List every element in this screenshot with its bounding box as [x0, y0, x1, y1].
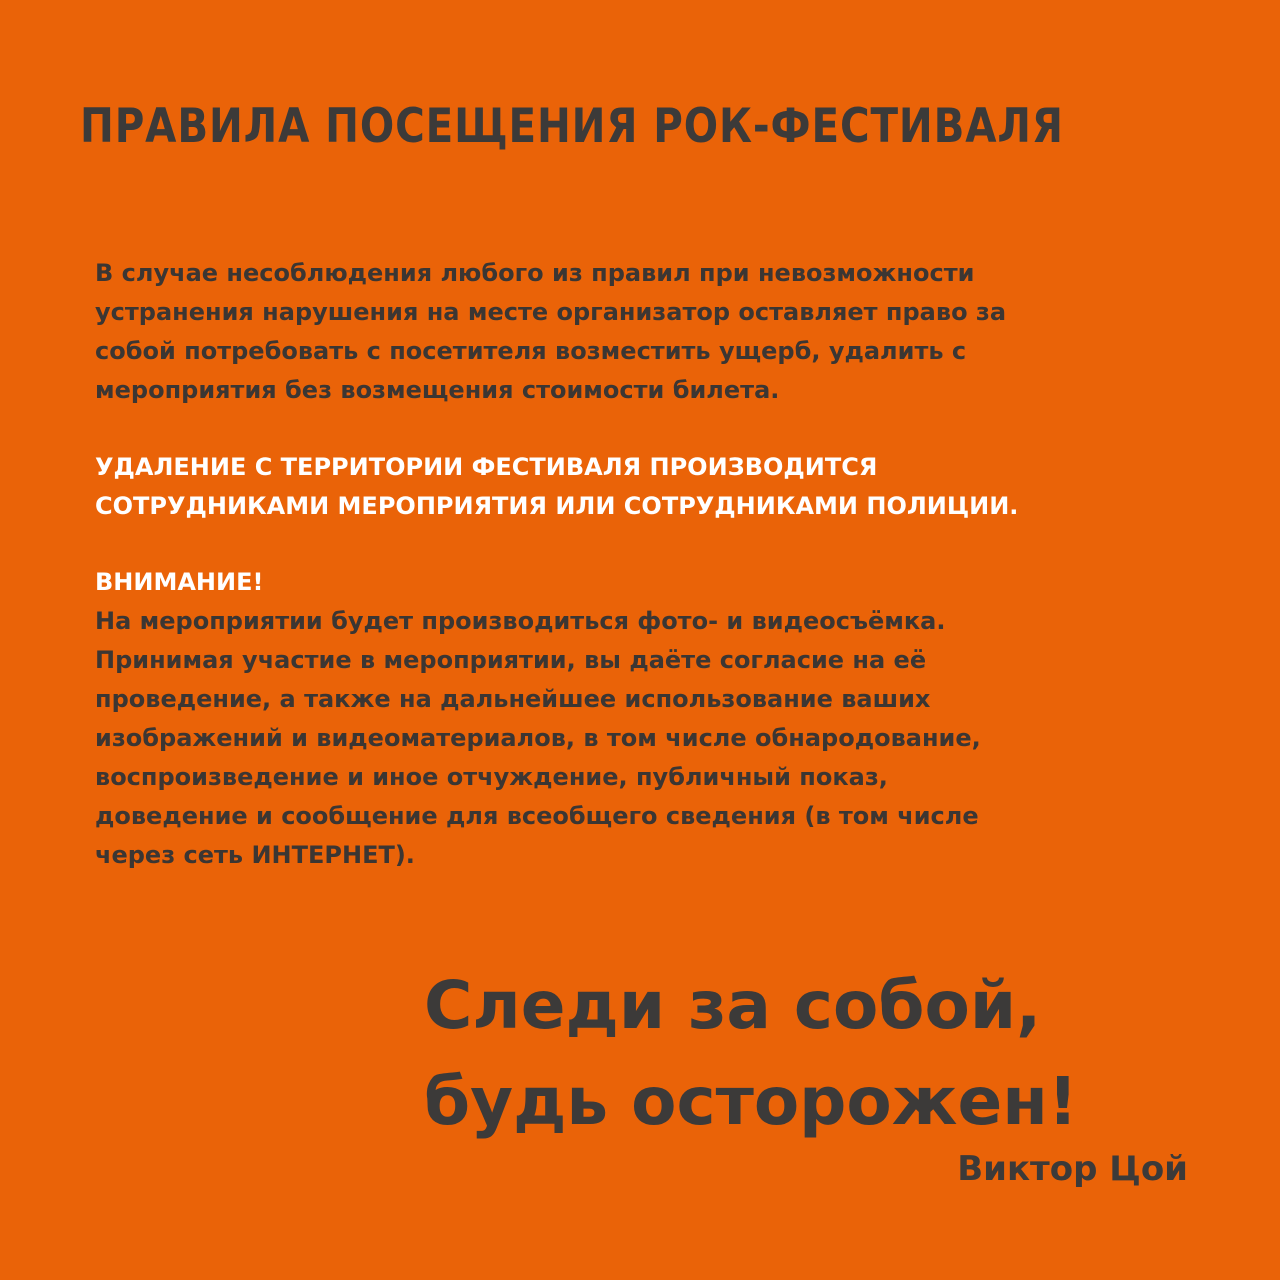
removal-paragraph [95, 448, 1195, 526]
text-line: На мероприятии будет производиться фото- и видеосъёмка. [95, 607, 946, 635]
text-line: мероприятия без возмещения стоимости билета. [95, 376, 780, 404]
text-line: проведение, а также на дальнейшее использование ваших [95, 685, 931, 713]
violation-paragraph [95, 254, 1195, 410]
text-line: воспроизведение и иное отчуждение, публичный показ, [95, 763, 888, 791]
quote-text [424, 958, 1078, 1150]
text-line: УДАЛЕНИЕ С ТЕРРИТОРИИ ФЕСТИВАЛЯ ПРОИЗВОДИТСЯ [95, 453, 878, 481]
text-line: доведение и сообщение для всеобщего сведения (в том числе [95, 802, 979, 830]
quote-author: Виктор Цой [957, 1149, 1188, 1189]
text-line: В случае несоблюдения любого из правил при невозможности [95, 259, 975, 287]
attention-paragraph [95, 563, 1195, 875]
text-line: Принимая участие в мероприятии, вы даёте согласие на её [95, 646, 927, 674]
text-line: собой потребовать с посетителя возместить ущерб, удалить с [95, 337, 967, 365]
text-line: устранения нарушения на месте организатор оставляет право за [95, 298, 1007, 326]
text-line: СОТРУДНИКАМИ МЕРОПРИЯТИЯ ИЛИ СОТРУДНИКАМИ ПОЛИЦИИ. [95, 492, 1019, 520]
quote-line: Следи за собой, [424, 967, 1042, 1044]
quote-line: будь осторожен! [424, 1063, 1078, 1140]
poster-title: ПРАВИЛА ПОСЕЩЕНИЯ РОК-ФЕСТИВАЛЯ [80, 99, 1064, 154]
attention-heading: ВНИМАНИЕ! [95, 568, 264, 596]
text-line: изображений и видеоматериалов, в том числе обнародование, [95, 724, 981, 752]
text-line: через сеть ИНТЕРНЕТ). [95, 841, 415, 869]
